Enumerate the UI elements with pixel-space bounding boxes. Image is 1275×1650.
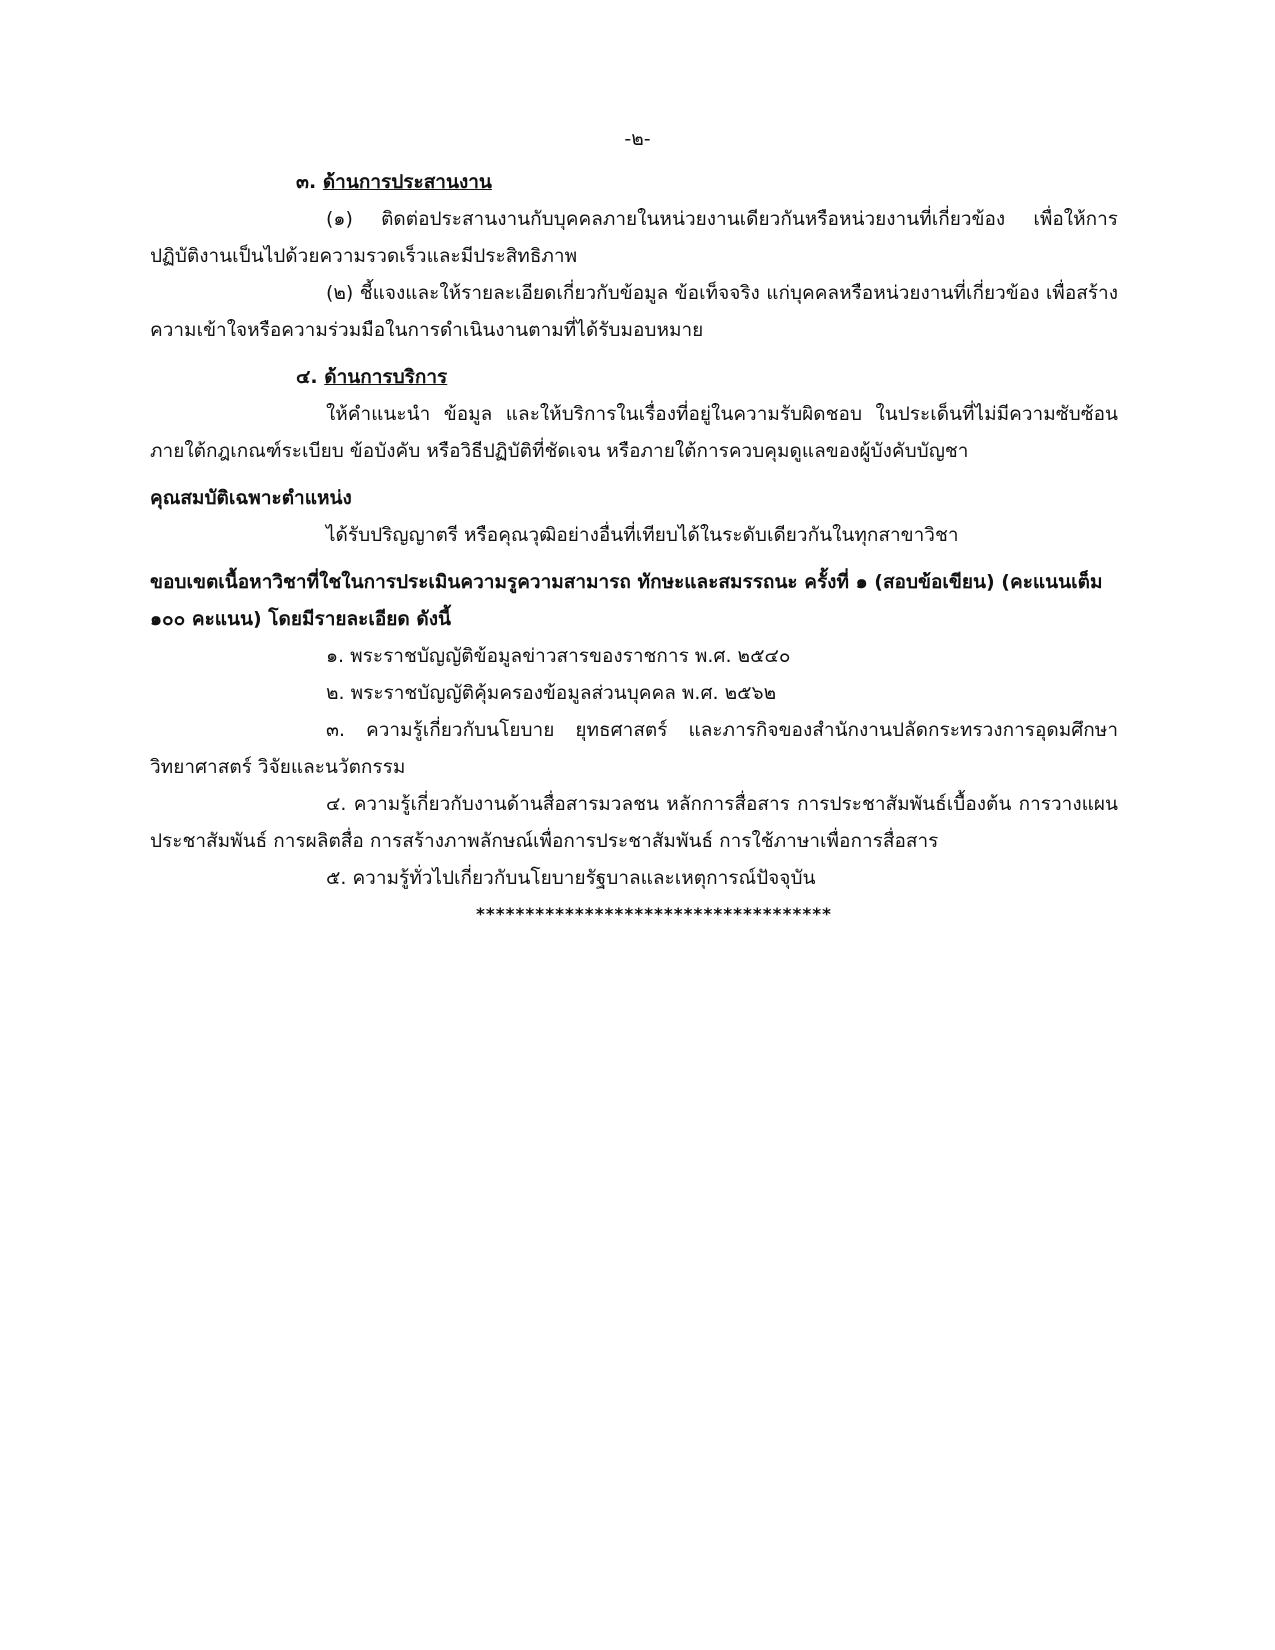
exam-scope-item-4: ๔. ความรู้เกี่ยวกับงานด้านสื่อสารมวลชน หลักการสื่อสาร การประชาสัมพันธ์เบื้องต้น การวางแผนประชาสัมพันธ์ การผลิตสื่อ การสร้างภาพลักษณ์เพื่อการประชาสัมพันธ์ การใช้ภาษาเพื่อการสื่อสาร: [150, 793, 1118, 852]
section-3-item-2: (๒) ชี้แจงและให้รายละเอียดเกี่ยวกับข้อมูล ข้อเท็จจริง แก่บุคคลหรือหน่วยงานที่เกี่ยวข้อง เพื่อสร้างความเข้าใจหรือความร่วมมือในการดำเนินงานตามที่ได้รับมอบหมาย: [150, 282, 1118, 341]
exam-scope-item-2: ๒. พระราชบัญญัติคุ้มครองข้อมูลส่วนบุคคล พ.ศ. ๒๕๖๒: [326, 682, 777, 704]
section-3-title: ด้านการประสานงาน: [322, 171, 492, 193]
exam-scope-item-5: ๕. ความรู้ทั่วไปเกี่ยวกับนโยบายรัฐบาลและเหตุการณ์ปัจจุบัน: [326, 867, 816, 889]
qualifications-text: ได้รับปริญญาตรี หรือคุณวุฒิอย่างอื่นที่เทียบได้ในระดับเดียวกันในทุกสาขาวิชา: [326, 524, 959, 546]
section-4-number: ๔.: [296, 366, 318, 388]
section-4-heading: [150, 359, 1118, 396]
section-3-item-1: (๑) ติดต่อประสานงานกับบุคคลภายในหน่วยงานเดียวกันหรือหน่วยงานที่เกี่ยวข้อง เพื่อให้การปฏิบัติงานเป็นไปด้วยความรวดเร็วและมีประสิทธิภาพ: [150, 208, 1118, 267]
exam-scope-item-1: ๑. พระราชบัญญัติข้อมูลข่าวสารของราชการ พ.ศ. ๒๕๔๐: [326, 645, 791, 667]
section-3-number: ๓.: [296, 171, 317, 193]
exam-scope-item-3: ๓. ความรู้เกี่ยวกับนโยบาย ยุทธศาสตร์ และภารกิจของสำนักงานปลัดกระทรวงการอุดมศึกษา วิทยาศาสตร์ วิจัยและนวัตกรรม: [150, 719, 1118, 778]
exam-scope-heading: ขอบเขตเนื้อหาวิชาที่ใชในการประเมินความรูความสามารถ ทักษะและสมรรถนะ ครั้งที่ ๑ (สอบข้อเขียน) (คะแนนเต็ม ๑๐๐ คะแนน) โดยมีรายละเอียด ดังนี้: [150, 571, 1103, 630]
page-number: -๒-: [624, 128, 651, 150]
end-of-document-marker: ************************************: [475, 905, 833, 925]
document-body: [150, 164, 1118, 934]
qualifications-heading: คุณสมบัติเฉพาะตำแหน่ง: [150, 487, 352, 509]
section-4-title: ด้านการบริการ: [324, 366, 448, 388]
section-3-heading: [150, 164, 1118, 201]
section-4-text: ให้คำแนะนำ ข้อมูล และให้บริการในเรื่องที่อยู่ในความรับผิดชอบ ในประเด็นที่ไม่มีความซับซ้อน ภายใต้กฎเกณฑ์ระเบียบ ข้อบังคับ หรือวิธีปฏิบัติที่ชัดเจน หรือภายใต้การควบคุมดูแลของผู้บังคับบัญชา: [150, 403, 1118, 462]
